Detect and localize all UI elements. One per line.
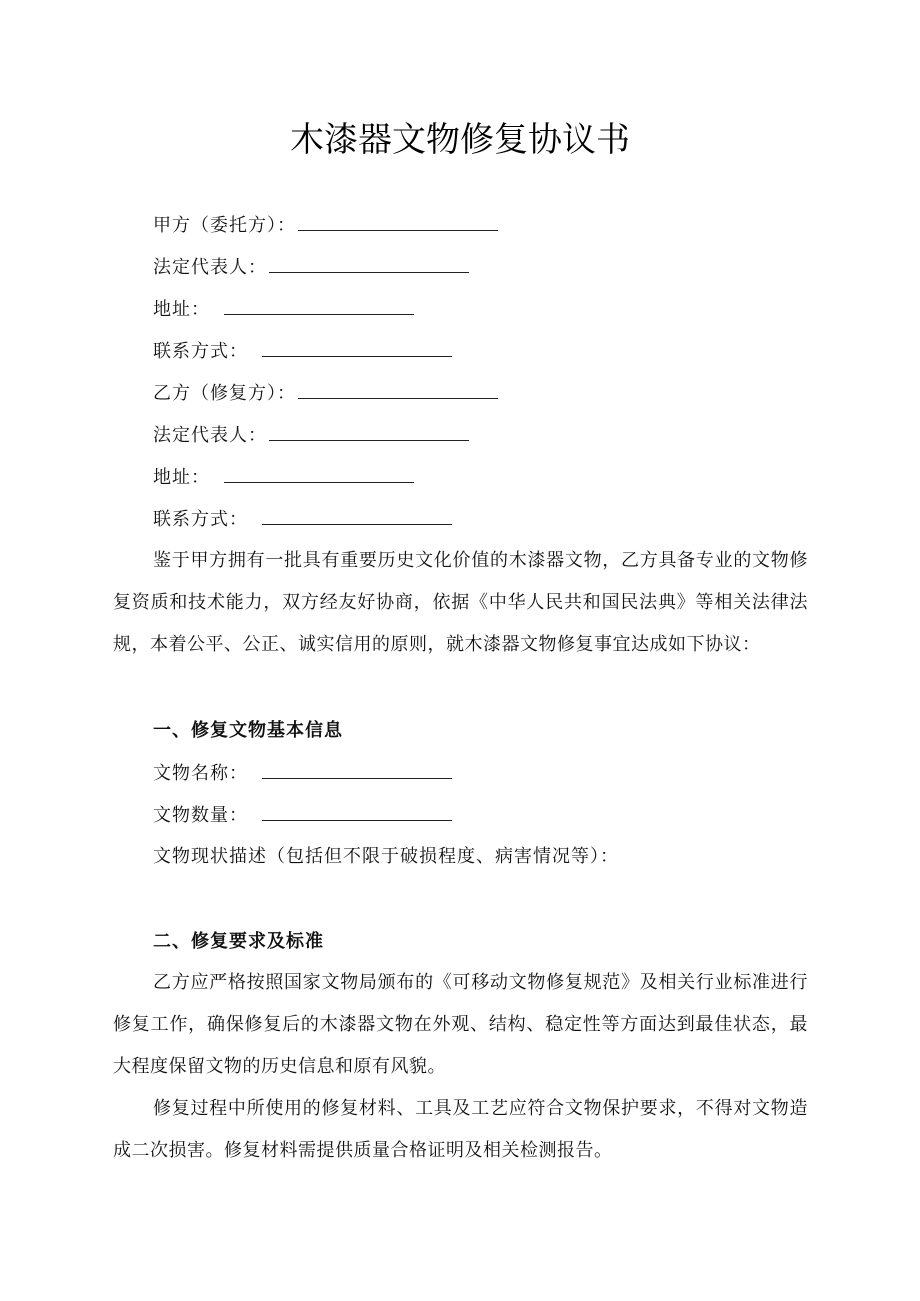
party-b-rep-label: 法定代表人：	[153, 425, 267, 446]
party-a-address-blank[interactable]	[224, 294, 414, 315]
party-a-name-blank[interactable]	[298, 210, 498, 231]
party-a-rep-blank[interactable]	[269, 252, 469, 273]
section-2-paragraph-2: 修复过程中所使用的修复材料、工具及工艺应符合文物保护要求，不得对文物造成二次损害。修复材料需提供质量合格证明及相关检测报告。	[113, 1098, 808, 1161]
section-1-heading: 一、修复文物基本信息	[153, 720, 343, 741]
party-b-name-field	[153, 378, 498, 408]
party-b-rep-field	[153, 420, 469, 450]
party-b-name-blank[interactable]	[298, 378, 498, 399]
relic-name-blank[interactable]	[262, 758, 452, 779]
preamble-paragraph: 鉴于甲方拥有一批具有重要历史文化价值的木漆器文物，乙方具备专业的文物修复资质和技术能力，双方经友好协商，依据《中华人民共和国民法典》等相关法律法规，本着公平、公正、诚实信用的原则，就木漆器文物修复事宜达成如下协议：	[113, 550, 808, 655]
section-2-heading: 二、修复要求及标准	[153, 931, 324, 952]
document-title: 木漆器文物修复协议书	[290, 120, 630, 160]
relic-name-label: 文物名称：	[153, 763, 248, 784]
party-b-address-blank[interactable]	[224, 462, 414, 483]
party-b-contact-field	[153, 504, 452, 534]
party-b-name-label: 乙方（修复方）：	[153, 383, 296, 404]
party-b-contact-label: 联系方式：	[153, 509, 248, 530]
relic-condition-field	[153, 842, 619, 872]
party-a-address-label: 地址：	[153, 299, 210, 320]
party-b-address-field	[153, 462, 414, 492]
party-a-rep-label: 法定代表人：	[153, 257, 267, 278]
party-a-rep-field	[153, 252, 469, 282]
party-a-contact-label: 联系方式：	[153, 341, 248, 362]
party-a-name-label: 甲方（委托方）：	[153, 215, 296, 236]
party-a-address-field	[153, 294, 414, 324]
relic-quantity-label: 文物数量：	[153, 805, 248, 826]
relic-name-field	[153, 758, 452, 788]
party-b-rep-blank[interactable]	[269, 420, 469, 441]
party-a-contact-blank[interactable]	[262, 336, 452, 357]
party-a-contact-field	[153, 336, 452, 366]
relic-quantity-blank[interactable]	[262, 800, 452, 821]
relic-condition-label: 文物现状描述（包括但不限于破损程度、病害情况等）：	[153, 846, 619, 867]
section-2-paragraph-1: 乙方应严格按照国家文物局颁布的《可移动文物修复规范》及相关行业标准进行修复工作，确保修复后的木漆器文物在外观、结构、稳定性等方面达到最佳状态，最大程度保留文物的历史信息和原有风貌。	[113, 972, 808, 1077]
relic-quantity-field	[153, 800, 452, 830]
party-b-contact-blank[interactable]	[262, 504, 452, 525]
party-a-name-field	[153, 210, 498, 240]
party-b-address-label: 地址：	[153, 467, 210, 488]
